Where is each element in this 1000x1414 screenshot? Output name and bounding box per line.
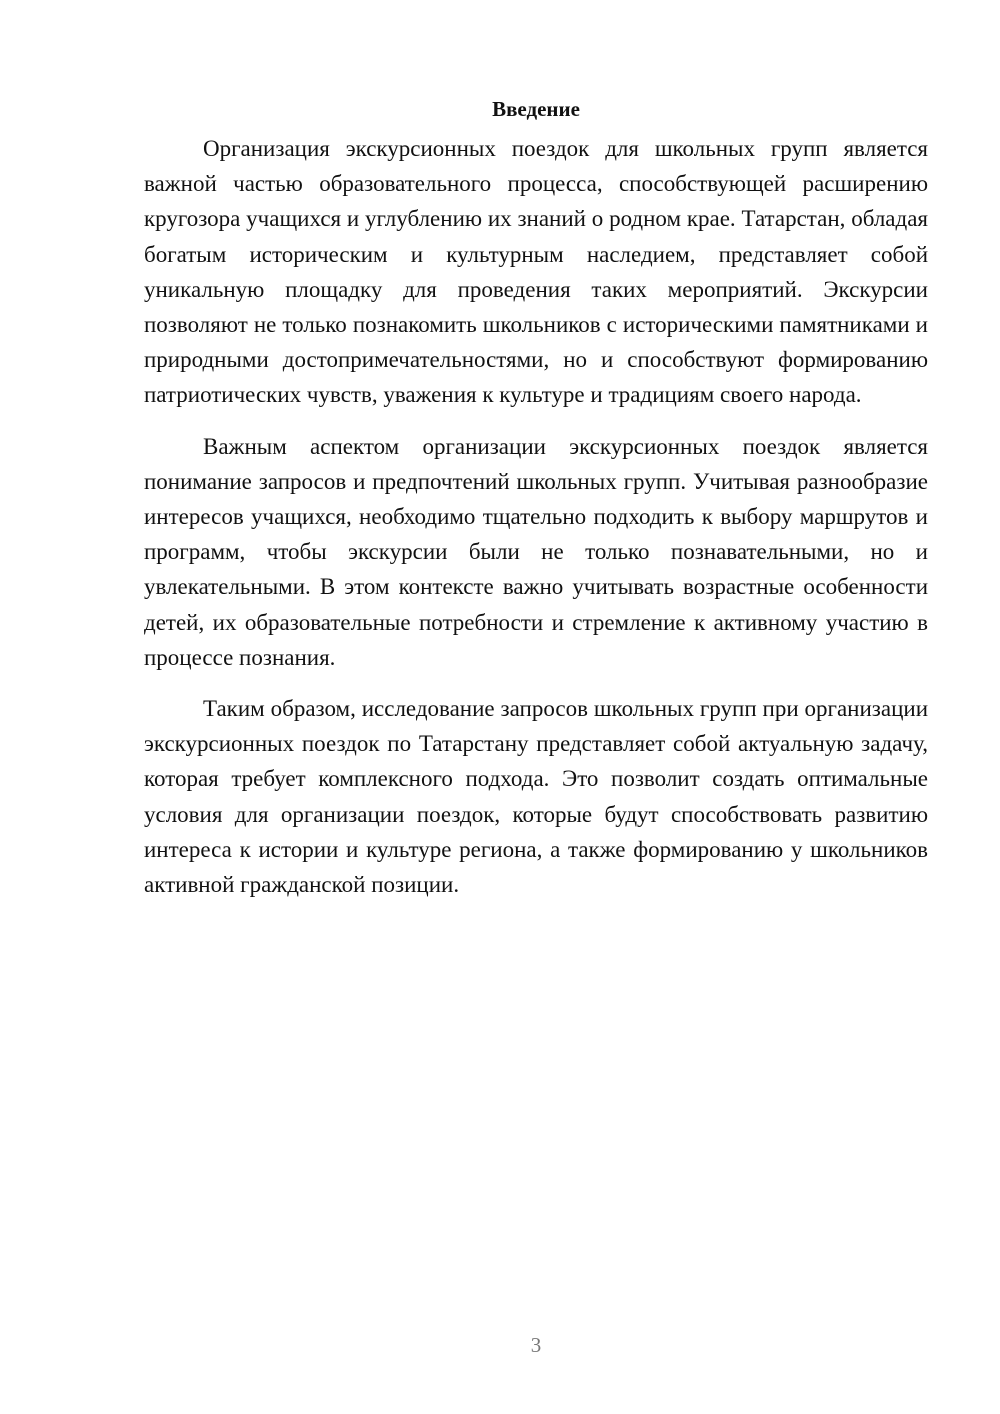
paragraph-2: Важным аспектом организации экскурсионных поездок является понимание запросов и предпочтений школьных групп. Учитывая разнообразие интересов учащихся, необходимо тщательно подходить к выбору маршрутов и программ, чтобы экскурсии были не только познавательными, но и увлекательными. В этом контексте важно учитывать возрастные особенности детей, их образовательные потребности и стремление к активному участию в процессе познания. [144,433,928,670]
section-title: Введение [492,97,580,121]
page-content [144,92,928,902]
page-number: 3 [530,1333,542,1357]
paragraph-1: Организация экскурсионных поездок для школьных групп является важной частью образовательного процесса, способствующей расширению кругозора учащихся и углублению их знаний о родном крае. Татарстан, обладая богатым историческим и культурным наследием, представляет собой уникальную площадку для проведения таких мероприятий. Экскурсии позволяют не только познакомить школьников с историческими памятниками и природными достопримечательностями, но и способствуют формированию патриотических чувств, уважения к культуре и традициям своего народа. [144,136,928,408]
paragraph-3: Таким образом, исследование запросов школьных групп при организации экскурсионных поездок по Татарстану представляет собой актуальную задачу, которая требует комплексного подхода. Это позволит создать оптимальные условия для организации поездок, которые будут способствовать развитию интереса к истории и культуре региона, а также формированию у школьников активной гражданской позиции. [144,696,928,898]
